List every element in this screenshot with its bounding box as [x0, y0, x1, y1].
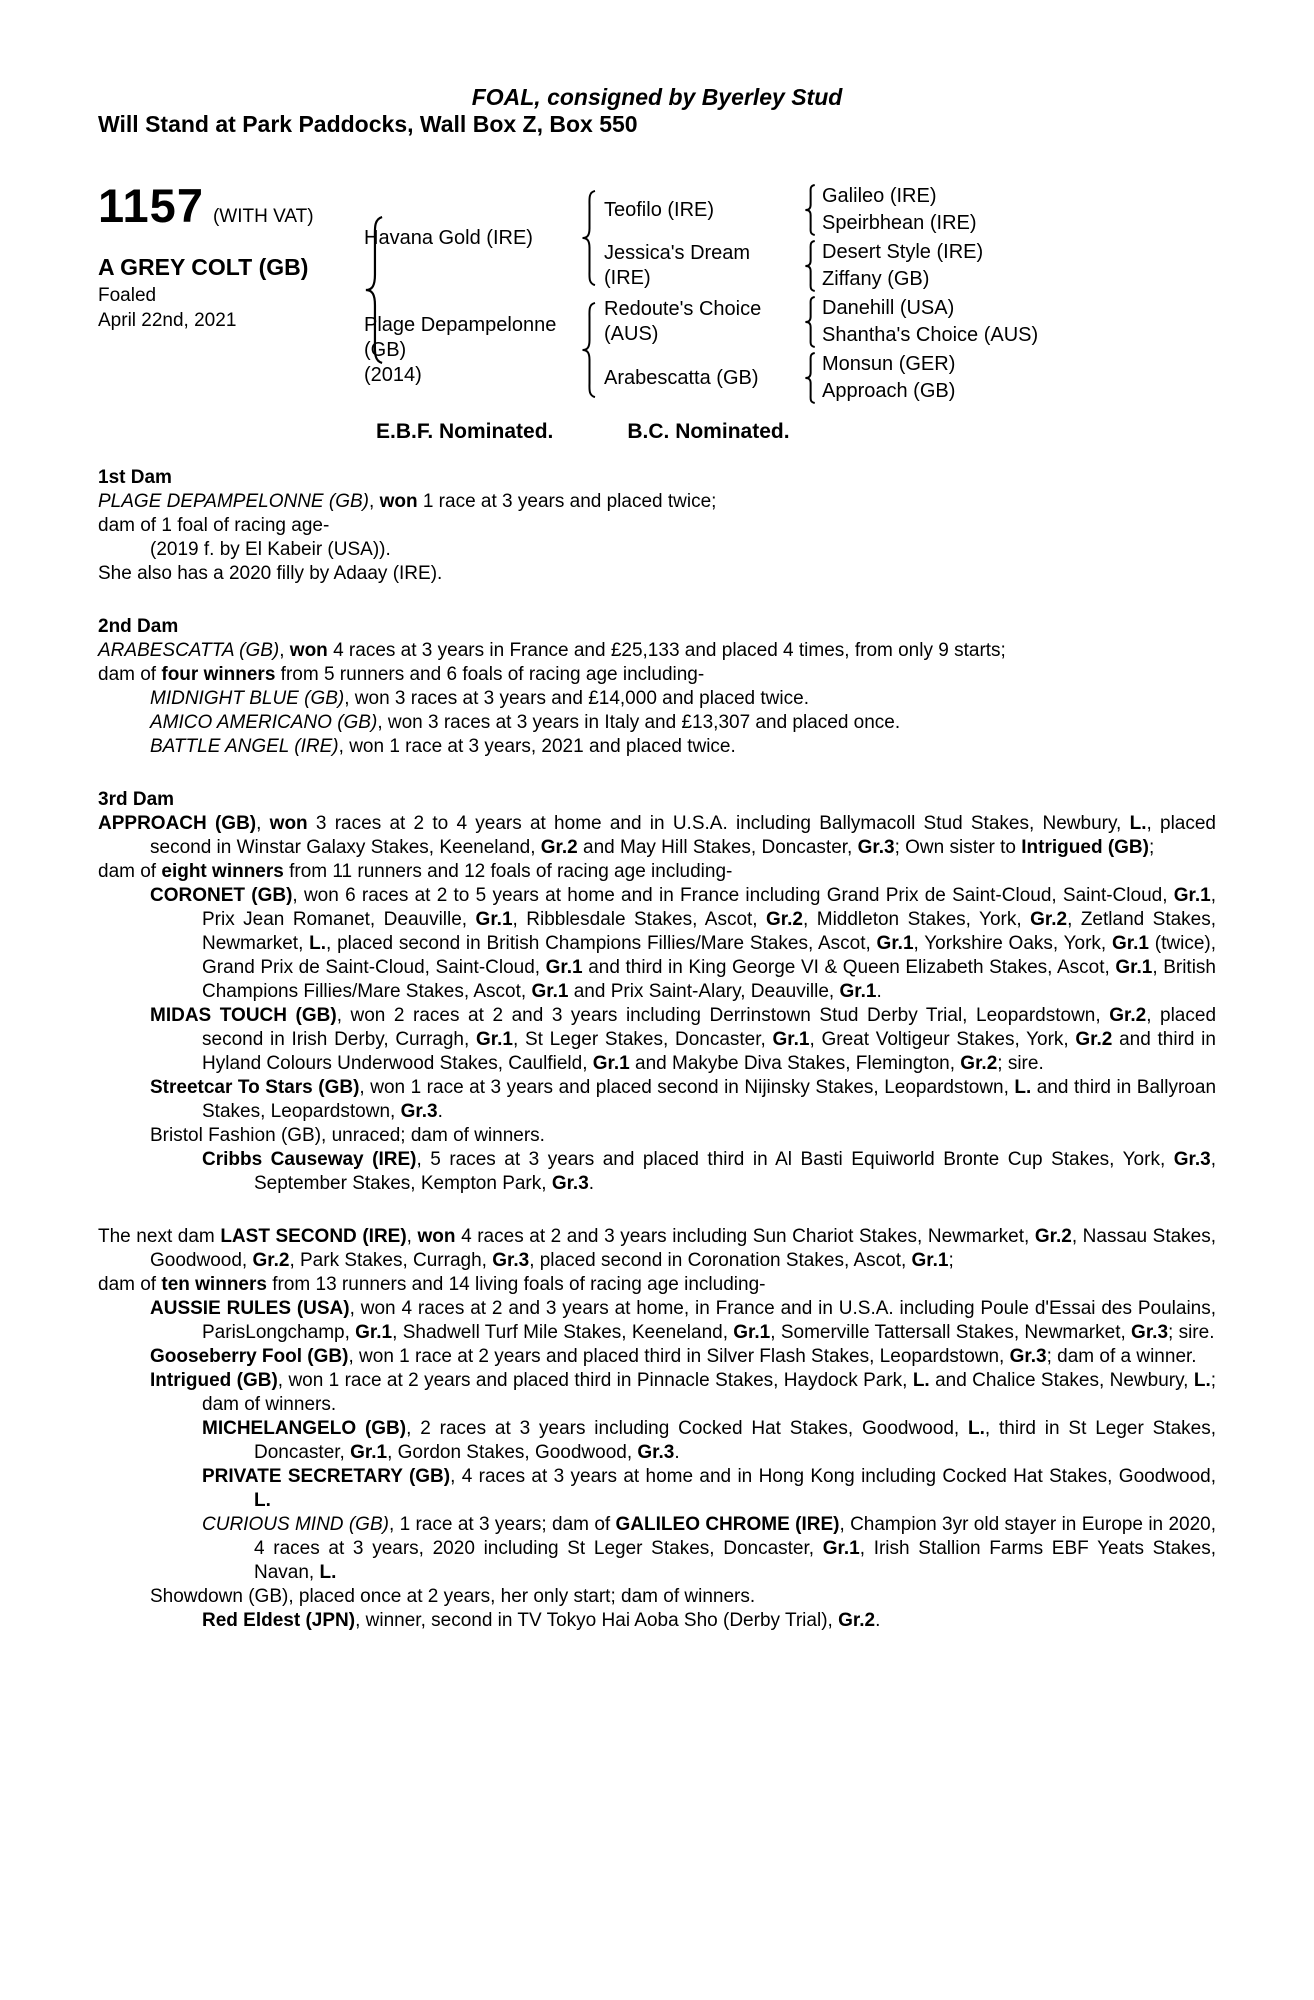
ebf-nomination: E.B.F. Nominated.: [376, 420, 554, 443]
sire-name: Havana Gold (IRE): [364, 226, 533, 249]
pedigree-paragraph: PRIVATE SECRETARY (GB), 4 races at 3 years at home and in Hong Kong including Cocked Hat Stakes, Goodwood, L.: [202, 1466, 1216, 1511]
pedigree-paragraph: Bristol Fashion (GB), unraced; dam of winners.: [150, 1125, 545, 1146]
pedigree-paragraph: AMICO AMERICANO (GB), won 3 races at 3 years in Italy and £13,307 and placed once.: [150, 712, 901, 733]
sire-cell: [364, 226, 578, 251]
pedigree-brace-icon: [578, 301, 598, 399]
pedigree-paragraph: (2019 f. by El Kabeir (USA)).: [150, 539, 391, 560]
dam-grandparents: [604, 294, 1216, 406]
stand-location-line: Will Stand at Park Paddocks, Wall Box Z, Box 550: [98, 111, 638, 137]
pedigree-paragraph: PLAGE DEPAMPELONNE (GB), won 1 race at 3 years and placed twice;: [98, 491, 717, 512]
pedigree-tree: [364, 182, 1216, 406]
sire-dam-parents: [822, 239, 1216, 293]
pedigree-brace-icon: [578, 189, 598, 287]
pedigree-paragraph: APPROACH (GB), won 3 races at 2 to 4 years at home and in U.S.A. including Ballymacoll Stud Stakes, Newbury, L., placed second in Winstar Galaxy Stakes, Keeneland, Gr.2 and May Hill Stakes, Doncaster, Gr.3; Own sister to Intrigued (GB);: [98, 813, 1216, 858]
section-heading: 1st Dam: [98, 467, 172, 488]
great-grandsire-name: Desert Style (IRE): [822, 241, 984, 263]
great-grandsire-name: Galileo (IRE): [822, 185, 937, 207]
nominations-row: [98, 420, 1216, 444]
lot-number: 1157: [98, 179, 204, 232]
pedigree-paragraph: Intrigued (GB), won 1 race at 2 years and placed third in Pinnacle Stakes, Haydock Park, L. and Chalice Stakes, Newbury, L.; dam of winners.: [150, 1370, 1217, 1415]
pedigree-brace-icon: [802, 296, 817, 348]
section-heading: 2nd Dam: [98, 616, 179, 637]
sire-sire-block: [604, 182, 1216, 238]
pedigree-paragraph: dam of eight winners from 11 runners and 12 foals of racing age including-: [98, 861, 733, 882]
pedigree-paragraph: She also has a 2020 filly by Adaay (IRE).: [98, 563, 443, 584]
pedigree-paragraph: ARABESCATTA (GB), won 4 races at 3 years in France and £25,133 and placed 4 times, from only 9 starts;: [98, 640, 1006, 661]
pedigree-paragraph: MIDAS TOUCH (GB), won 2 races at 2 and 3 years including Derrinstown Stud Derby Trial, Leopardstown, Gr.2, placed second in Irish Derby, Curragh, Gr.1, St Leger Stakes, Doncaster, Gr.1, Great Voltigeur Stakes, York, Gr.2 and third in Hyland Colours Underwood Stakes, Caulfield, Gr.1 and Makybe Diva Stakes, Flemington, Gr.2; sire.: [150, 1005, 1217, 1074]
pedigree-brace-icon: [360, 214, 386, 366]
pedigree-paragraph: Cribbs Causeway (IRE), 5 races at 3 years and placed third in Al Basti Equiworld Bronte Cup Stakes, York, Gr.3, September Stakes, Kempton Park, Gr.3.: [202, 1149, 1216, 1194]
pedigree-paragraph: Streetcar To Stars (GB), won 1 race at 3 years and placed second in Nijinsky Stakes, Leopardstown, L. and third in Ballyroan Stakes, Leopardstown, Gr.3.: [150, 1077, 1217, 1122]
lot-foaled-label: Foaled: [98, 285, 157, 306]
great-grandsire-name: Monsun (GER): [822, 353, 956, 375]
pedigree-brace-icon: [802, 352, 817, 404]
pedigree-paragraph: MIDNIGHT BLUE (GB), won 3 races at 3 years and £14,000 and placed twice.: [150, 688, 809, 709]
lot-info: [98, 179, 334, 406]
dam-section: [98, 615, 1216, 759]
dam-year: (2014): [364, 363, 422, 386]
pedigree-paragraph: dam of four winners from 5 runners and 6 foals of racing age including-: [98, 664, 705, 685]
pedigree-paragraph: MICHELANGELO (GB), 2 races at 3 years including Cocked Hat Stakes, Goodwood, L., third in St Leger Stakes, Doncaster, Gr.1, Gordon Stakes, Goodwood, Gr.3.: [202, 1418, 1216, 1463]
sire-grandparents: [604, 182, 1216, 294]
dam-sire-parents: [822, 295, 1216, 349]
lot-description: A GREY COLT (GB): [98, 254, 309, 280]
sire-dam-name: Jessica's Dream (IRE): [604, 242, 751, 289]
dam-sections: [98, 466, 1216, 1633]
pedigree-paragraph: CORONET (GB), won 6 races at 2 to 5 years at home and in France including Grand Prix de Saint-Cloud, Saint-Cloud, Gr.1, Prix Jean Romanet, Deauville, Gr.1, Ribblesdale Stakes, Ascot, Gr.2, Middleton Stakes, York, Gr.2, Zetland Stakes, Newmarket, L., placed second in British Champions Fillies/Mare Stakes, Ascot, Gr.1, Yorkshire Oaks, York, Gr.1 (twice), Grand Prix de Saint-Cloud, Saint-Cloud, Gr.1 and third in King George VI & Queen Elizabeth Stakes, Ascot, Gr.1, British Champions Fillies/Mare Stakes, Ascot, Gr.1 and Prix Saint-Alary, Deauville, Gr.1.: [150, 885, 1217, 1002]
great-granddam-name: Ziffany (GB): [822, 268, 930, 290]
dam-sire-block: [604, 294, 1216, 350]
pedigree-brace-icon: [802, 240, 817, 292]
consignment-line: FOAL, consigned by Byerley Stud: [471, 84, 843, 110]
pedigree-paragraph: Showdown (GB), placed once at 2 years, her only start; dam of winners.: [150, 1586, 756, 1607]
great-granddam-name: Shantha's Choice (AUS): [822, 324, 1039, 346]
dam-section: [98, 788, 1216, 1196]
pedigree-brace-icon: [802, 184, 817, 236]
sire-half: [364, 182, 1216, 294]
lot-pedigree-block: [98, 179, 1216, 406]
great-granddam-name: Speirbhean (IRE): [822, 212, 977, 234]
sire-sire-name: Teofilo (IRE): [604, 198, 715, 221]
pedigree-paragraph: AUSSIE RULES (USA), won 4 races at 2 and 3 years at home, in France and in U.S.A. including Poule d'Essai des Poulains, ParisLongchamp, Gr.1, Shadwell Turf Mile Stakes, Keeneland, Gr.1, Somerville Tattersall Stakes, Newmarket, Gr.3; sire.: [150, 1298, 1217, 1343]
great-granddam-name: Approach (GB): [822, 380, 956, 402]
pedigree-paragraph: CURIOUS MIND (GB), 1 race at 3 years; dam of GALILEO CHROME (IRE), Champion 3yr old stayer in Europe in 2020, 4 races at 3 years, 2020 including St Leger Stakes, Doncaster, Gr.1, Irish Stallion Farms EBF Yeats Stakes, Navan, L.: [202, 1514, 1217, 1583]
dam-half: [364, 294, 1216, 406]
pedigree-paragraph: dam of 1 foal of racing age-: [98, 515, 330, 536]
dam-sire-name: Redoute's Choice (AUS): [604, 298, 762, 345]
sire-sire-parents: [822, 183, 1216, 237]
dam-name: Plage Depampelonne (GB): [364, 313, 557, 361]
pedigree-paragraph: Gooseberry Fool (GB), won 1 race at 2 years and placed third in Silver Flash Stakes, Leopardstown, Gr.3; dam of a winner.: [150, 1346, 1197, 1367]
pedigree-paragraph: dam of ten winners from 13 runners and 14 living foals of racing age including-: [98, 1274, 766, 1295]
dam-dam-name: Arabescatta (GB): [604, 366, 759, 389]
dam-dam-block: [604, 350, 1216, 406]
dam-section: [98, 466, 1216, 586]
pedigree-paragraph: The next dam LAST SECOND (IRE), won 4 races at 2 and 3 years including Sun Chariot Stakes, Newmarket, Gr.2, Nassau Stakes, Goodwood, Gr.2, Park Stakes, Curragh, Gr.3, placed second in Coronation Stakes, Ascot, Gr.1;: [98, 1226, 1217, 1271]
pedigree-paragraph: Red Eldest (JPN), winner, second in TV Tokyo Hai Aoba Sho (Derby Trial), Gr.2.: [202, 1610, 881, 1631]
lot-vat-note: (WITH VAT): [212, 206, 314, 227]
section-heading: 3rd Dam: [98, 789, 175, 810]
lot-foaled-date: April 22nd, 2021: [98, 310, 237, 331]
great-grandsire-name: Danehill (USA): [822, 297, 955, 319]
bc-nomination: B.C. Nominated.: [627, 420, 790, 443]
dam-cell: [364, 313, 578, 388]
sire-dam-block: [604, 238, 1216, 294]
lot-number-row: [98, 179, 334, 232]
dam-section: [98, 1225, 1216, 1633]
pedigree-paragraph: BATTLE ANGEL (IRE), won 1 race at 3 years, 2021 and placed twice.: [150, 736, 736, 757]
dam-dam-parents: [822, 351, 1216, 405]
